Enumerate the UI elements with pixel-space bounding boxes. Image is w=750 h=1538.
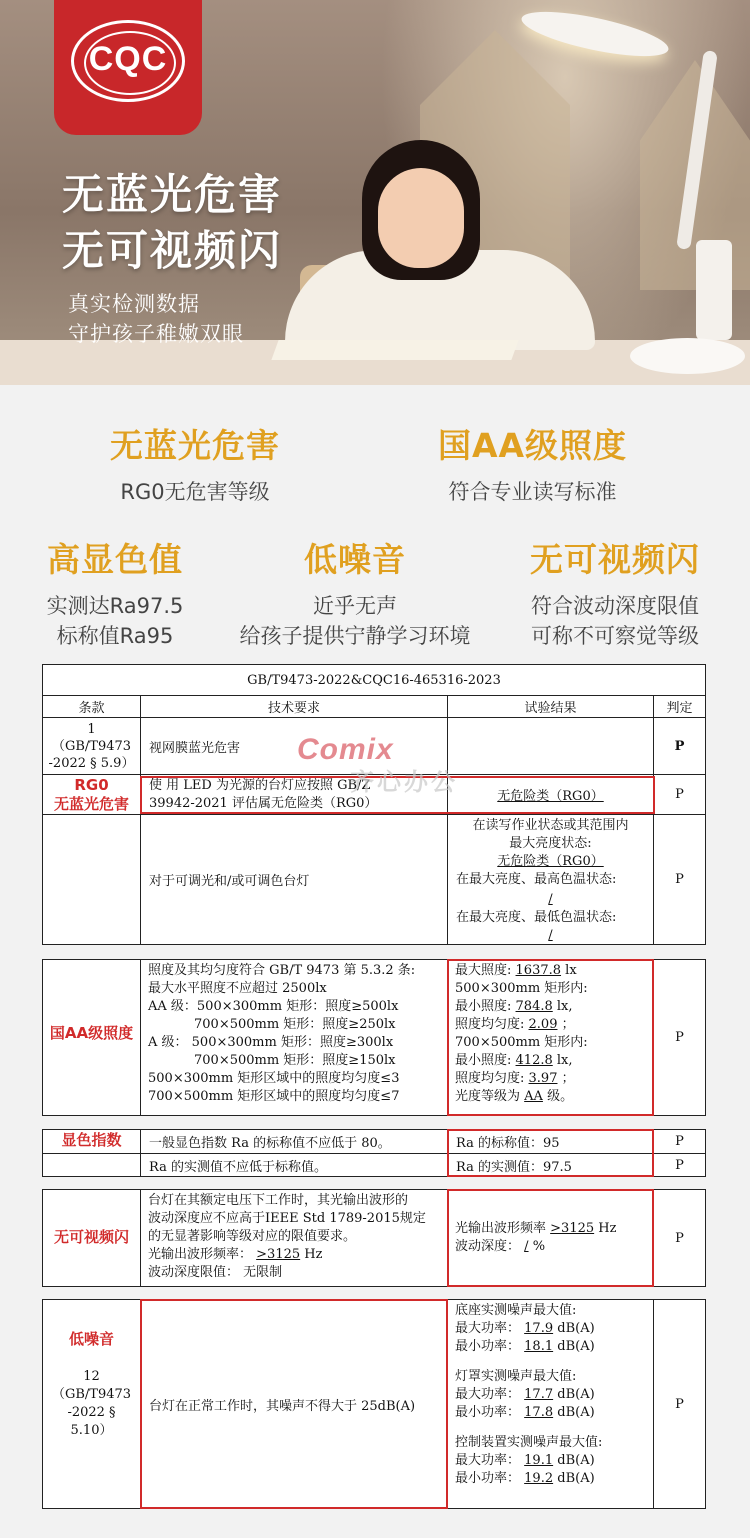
feature-title: 无蓝光危害 [110,426,280,465]
requirement-cell: Ra 的实测值不应低于标称值。 [140,1153,448,1177]
aa-tag: 国AA级照度 [49,1024,134,1042]
result-cell: Ra 的标称值：95 [447,1129,654,1154]
col-header-result: 试验结果 [447,695,654,718]
verdict-cell: P [653,774,706,815]
text-line: 台灯在其额定电压下工作时，其光输出波形的 [148,1193,409,1208]
text-line: 的无显著影响等级对应的限值要求。 [148,1229,357,1244]
hero-title-2: 无可视频闪 [62,226,283,275]
text-line: 波动深度应不应高于IEEE Std 1789-2015规定 [148,1211,426,1226]
feature-title: 低噪音 [304,540,406,579]
text-line: 最小照度: 412.8 lx, [455,1053,573,1068]
cqc-logo-text: CQC [88,40,168,78]
cri-tag: 显色指数 [61,1131,122,1149]
text-line: 波动深度限值： 无限制 [148,1265,283,1280]
comix-watermark: Comix [297,733,394,766]
text-line: 12 [83,1369,100,1384]
feature-title: 高显色值 [47,540,183,579]
feature-title: 无可视频闪 [530,540,700,579]
text-line: 光输出波形频率 >3125 Hz [455,1221,617,1236]
comix-watermark-cn: 齐心办公 [350,768,458,796]
requirement-cell [140,1189,448,1287]
hero-subtitle-2: 守护孩子稚嫩双眼 [68,322,244,346]
feature-desc-line: 符合波动深度限值 [531,594,699,618]
clause-line: （GB/T9473 [51,738,132,754]
noise-tag: 低噪音 [68,1330,114,1348]
text-line: 在读写作业状态或其范围内 [472,818,629,833]
text-line: 最大亮度状态: [509,836,592,851]
text-line: 照度均匀度: 3.97 ； [455,1071,575,1086]
result-cell [447,717,654,775]
girl-face [378,168,464,268]
text-line: 光度等级为 AA 级。 [455,1089,574,1104]
flicker-tag: 无可视频闪 [53,1228,129,1246]
desk-lamp-pole [696,240,732,340]
verdict-cell: P [653,1153,706,1177]
text-line: 700×500mm 矩形内: [455,1035,588,1050]
verdict-cell: P [653,1189,706,1287]
text-line: 灯罩实测噪声最大值: [455,1369,577,1384]
text-line: AA 级：500×300mm 矩形：照度≥500lx [148,999,399,1014]
clause-cell [42,1299,141,1509]
text-line: 5.10） [70,1423,113,1438]
feature-desc [510,591,720,651]
text-line: 500×300mm 矩形内: [455,981,588,996]
feature-title: 国AA级照度 [437,426,628,465]
book [271,340,518,360]
requirement-cell: 台灯在正常工作时，其噪声不得大于 25dB(A) [140,1299,448,1509]
text-line: / [548,928,553,943]
tag-line: RG0 [74,776,109,794]
requirement-cell: 一般显色指数 Ra 的标称值不应低于 80。 [140,1129,448,1154]
requirement-cell: 对于可调光和/或可调色台灯 [140,814,448,945]
text-line: 700×500mm 矩形：照度≥250lx [194,1017,396,1032]
feature-desc [220,591,490,651]
feature-desc-line: 可称不可察觉等级 [531,624,699,648]
result-cell [447,1299,654,1509]
feature-desc: RG0无危害等级 [120,480,270,504]
text-line: 波动深度： / % [455,1239,546,1254]
text-line: 最大水平照度不应超过 2500lx [148,981,327,996]
text-line: 最大功率： 17.7 dB(A) [455,1387,595,1402]
text-line: 光输出波形频率： >3125 Hz [148,1247,323,1262]
table-standard-header: GB/T9473-2022&CQC16-465316-2023 [42,664,706,696]
text-line: 使 用 LED 为光源的台灯应按照 GB/Z [149,778,371,793]
result-cell: Ra 的实测值：97.5 [447,1153,654,1177]
clause-text [43,1368,140,1440]
feature-desc-line: 实测达Ra97.5 [46,594,184,618]
hero-subtitle-1: 真实检测数据 [68,292,200,316]
text-line: 照度均匀度: 2.09 ； [455,1017,575,1032]
text-line: 在最大亮度、最低色温状态: [456,910,617,925]
feature-no-blue-light [80,420,310,507]
hero-banner [0,0,750,385]
verdict-cell: P [653,1129,706,1154]
text-line: 700×500mm 矩形：照度≥150lx [194,1053,396,1068]
verdict-cell: P [653,1299,706,1509]
text-line: 最小功率： 18.1 dB(A) [455,1339,595,1354]
result-text: 无危险类（RG0） [497,789,604,804]
text-line: 最小功率： 19.2 dB(A) [455,1471,595,1486]
cqc-logo-badge [54,0,202,135]
result-cell [447,1189,654,1287]
requirement-cell [140,959,448,1116]
text-line: （GB/T9473 [51,1387,132,1402]
rg0-tag [42,776,141,814]
text-line: -2022 § [67,1405,116,1420]
col-header-requirement: 技术要求 [140,695,448,718]
text-line: A 级： 500×300mm 矩形：照度≥300lx [148,1035,394,1050]
clause-cell [42,814,141,945]
hero-title-1: 无蓝光危害 [62,170,283,219]
feature-aa-illuminance [415,420,650,507]
text-line: / [548,892,553,907]
text-line: 最大功率： 19.1 dB(A) [455,1453,595,1468]
text-line: 照度及其均匀度符合 GB/T 9473 第 5.3.2 条: [148,963,416,978]
requirement-text [148,962,415,1106]
feature-desc [25,591,205,651]
result-cell [447,814,654,945]
text-line: 最大功率： 17.9 dB(A) [455,1321,595,1336]
text-line: 39942-2021 评估属无危险类（RG0） [149,796,378,811]
result-text [455,962,588,1106]
feature-no-flicker [510,534,720,651]
text-line: 控制装置实测噪声最大值: [455,1435,603,1450]
result-text [448,817,653,945]
requirement-cell: 视网膜蓝光危害 [140,717,448,775]
requirement-text [148,1192,426,1282]
text-line: 最小功率： 17.8 dB(A) [455,1405,595,1420]
text-line: 无危险类（RG0） [497,854,604,869]
col-header-clause: 条款 [42,695,141,718]
verdict-cell: P [653,717,706,775]
text-line: 最大照度: 1637.8 lx [455,963,577,978]
feature-low-noise [220,534,490,651]
requirement-text [149,777,377,813]
desk-lamp-base [630,338,745,374]
col-header-verdict: 判定 [653,695,706,718]
feature-high-cri [25,534,205,651]
text-line: 底座实测噪声最大值: [455,1303,577,1318]
clause-cell [42,1153,141,1177]
result-text [455,1302,602,1488]
feature-desc-line: 标称值Ra95 [56,624,174,648]
text-line: 500×300mm 矩形区域中的照度均匀度≤3 [148,1071,400,1086]
result-text [455,1220,616,1256]
feature-desc: 符合专业读写标准 [448,480,617,504]
tag-line: 无蓝光危害 [53,795,129,813]
feature-desc-line: 近乎无声 [313,594,397,618]
text-line: 700×500mm 矩形区域中的照度均匀度≤7 [148,1089,400,1104]
verdict-cell: P [653,814,706,945]
text-line: 最小照度: 784.8 lx, [455,999,573,1014]
clause-cell [42,717,141,775]
verdict-cell: P [653,959,706,1116]
clause-line: -2022 § 5.9） [48,755,135,771]
feature-desc-line: 给孩子提供宁静学习环境 [239,624,471,648]
result-cell [447,774,654,815]
text-line: 在最大亮度、最高色温状态: [456,872,617,887]
clause-line: 1 [87,721,96,737]
result-cell [447,959,654,1116]
